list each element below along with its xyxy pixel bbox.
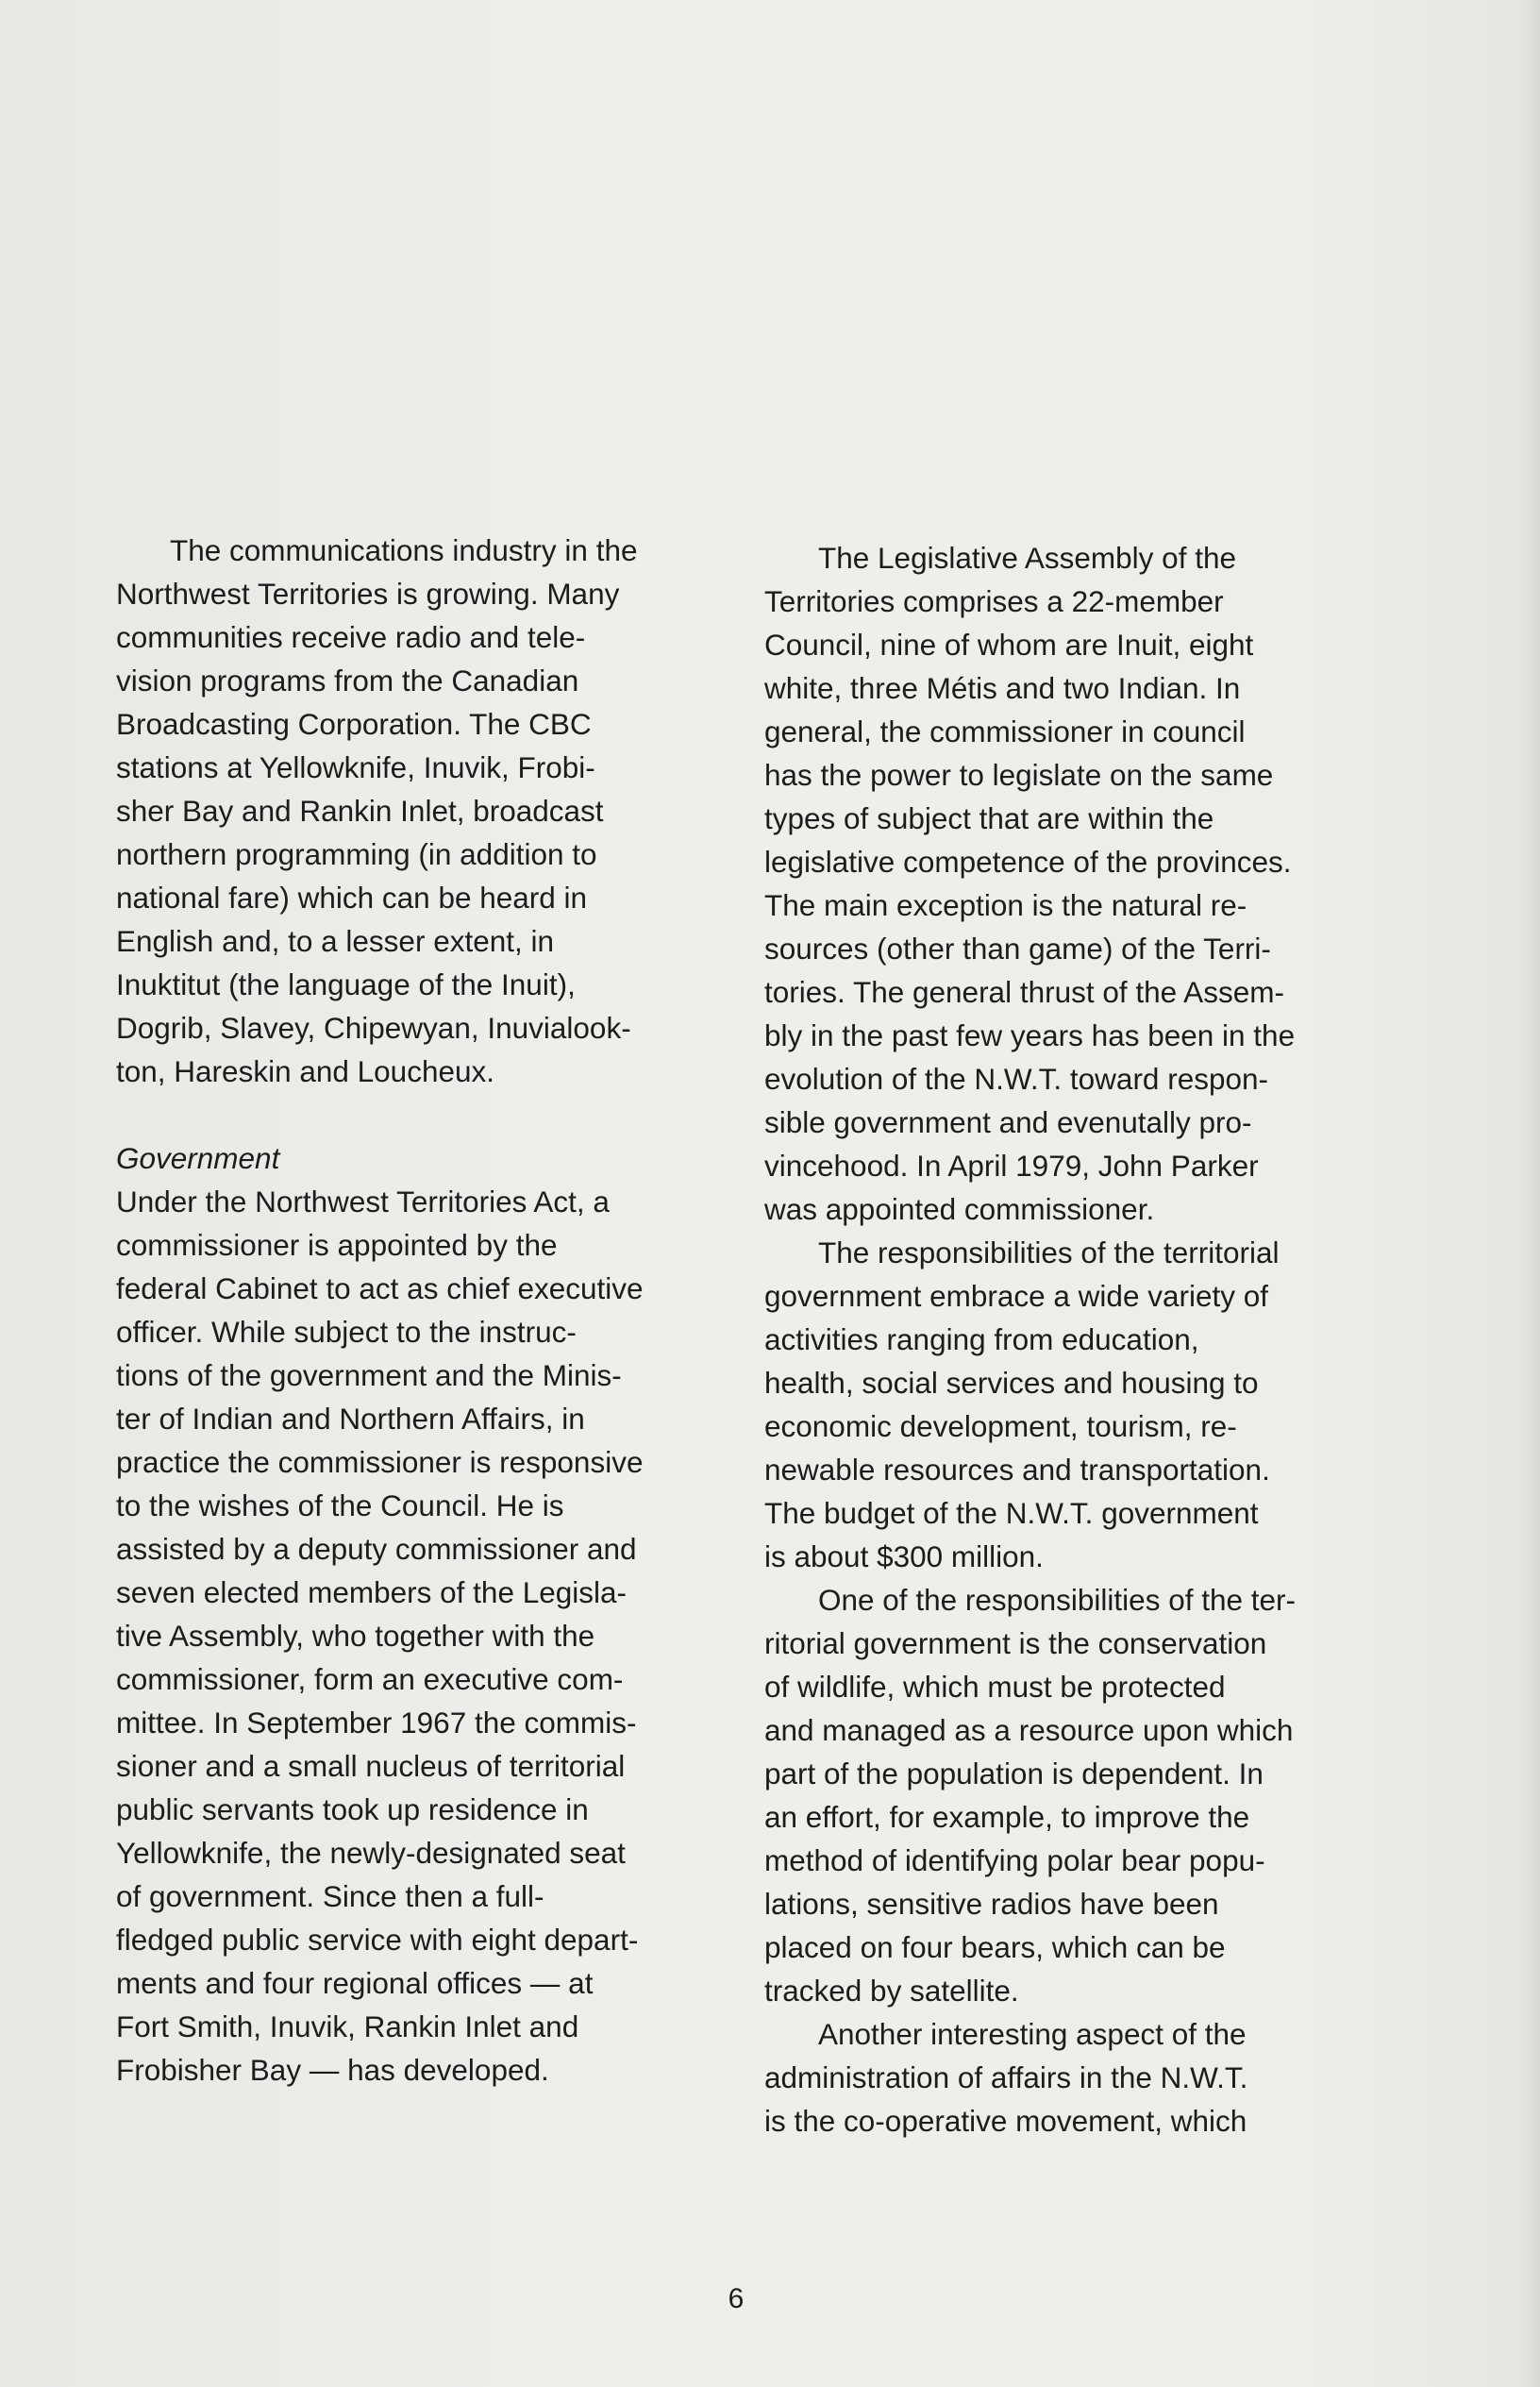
text-line: activities ranging from education,	[764, 1322, 1199, 1356]
text-line: Territories comprises a 22-member	[764, 584, 1224, 618]
text-line: sible government and evenutally pro-	[764, 1105, 1252, 1139]
text-line: The communications industry in the	[170, 533, 638, 567]
text-line: tive Assembly, who together with the	[116, 1619, 595, 1653]
paragraph-gap	[116, 1093, 734, 1136]
paragraph-communications	[116, 529, 734, 1093]
text-line: federal Cabinet to act as chief executive	[116, 1271, 644, 1305]
text-line: ter of Indian and Northern Affairs, in	[116, 1402, 585, 1436]
text-line: The main exception is the natural re-	[764, 888, 1247, 922]
text-line: of government. Since then a full-	[116, 1879, 544, 1913]
text-line: an effort, for example, to improve the	[764, 1800, 1250, 1834]
page-number: 6	[728, 2283, 745, 2314]
text-line: newable resources and transportation.	[764, 1453, 1270, 1487]
text-line: tracked by satellite.	[764, 1974, 1019, 2008]
text-line: evolution of the N.W.T. toward respon-	[764, 1062, 1269, 1096]
text-line: seven elected members of the Legisla-	[116, 1575, 628, 1609]
text-line: to the wishes of the Council. He is	[116, 1488, 564, 1522]
text-line: Another interesting aspect of the	[818, 2017, 1247, 2051]
text-line: and managed as a resource upon which	[764, 1713, 1294, 1747]
text-line: sources (other than game) of the Terri-	[764, 932, 1271, 966]
left-column	[116, 529, 734, 2092]
text-line: Inuktitut (the language of the Inuit),	[116, 967, 576, 1001]
text-line: ments and four regional offices — at	[116, 1966, 594, 2000]
text-line: English and, to a lesser extent, in	[116, 924, 555, 958]
text-line: method of identifying polar bear popu-	[764, 1843, 1265, 1877]
text-line: sher Bay and Rankin Inlet, broadcast	[116, 794, 604, 828]
text-line: general, the commissioner in council	[764, 714, 1246, 748]
paragraph-legislative-assembly	[764, 536, 1397, 1231]
text-line: tions of the government and the Minis-	[116, 1358, 622, 1392]
text-line: was appointed commissioner.	[764, 1192, 1155, 1226]
text-line: Yellowknife, the newly-designated seat	[116, 1836, 626, 1870]
text-line: economic development, tourism, re-	[764, 1409, 1237, 1443]
text-line: tories. The general thrust of the Assem-	[764, 975, 1284, 1009]
text-line: Broadcasting Corporation. The CBC	[116, 707, 592, 741]
text-line: communities receive radio and tele-	[116, 620, 586, 654]
text-line: government embrace a wide variety of	[764, 1279, 1269, 1313]
text-line: ton, Hareskin and Loucheux.	[116, 1054, 495, 1088]
page-edge-shadow	[1519, 0, 1540, 2387]
text-line: health, social services and housing to	[764, 1366, 1259, 1400]
paragraph-responsibilities	[764, 1231, 1397, 1578]
text-line: ritorial government is the conservation	[764, 1626, 1267, 1660]
section-heading-government: Government	[116, 1141, 280, 1175]
text-line: types of subject that are within the	[764, 801, 1214, 835]
text-line: Council, nine of whom are Inuit, eight	[764, 628, 1254, 662]
text-line: is about $300 million.	[764, 1539, 1044, 1573]
text-line: Fort Smith, Inuvik, Rankin Inlet and	[116, 2009, 579, 2043]
right-column	[764, 536, 1397, 2143]
paragraph-wildlife	[764, 1578, 1397, 2012]
text-line: The Legislative Assembly of the	[818, 541, 1236, 575]
text-line: Under the Northwest Territories Act, a	[116, 1185, 610, 1219]
text-line: stations at Yellowknife, Inuvik, Frobi-	[116, 750, 595, 784]
text-line: is the co-operative movement, which	[764, 2104, 1247, 2138]
text-line: has the power to legislate on the same	[764, 758, 1274, 792]
text-line: placed on four bears, which can be	[764, 1930, 1226, 1964]
text-line: public servants took up residence in	[116, 1792, 589, 1826]
text-line: white, three Métis and two Indian. In	[764, 671, 1241, 705]
text-line: legislative competence of the provinces.	[764, 845, 1292, 879]
text-line: practice the commissioner is responsive	[116, 1445, 644, 1479]
text-line: The budget of the N.W.T. government	[764, 1496, 1259, 1530]
text-line: vincehood. In April 1979, John Parker	[764, 1149, 1259, 1183]
text-line: The responsibilities of the territorial	[818, 1236, 1280, 1269]
text-line: One of the responsibilities of the ter-	[818, 1583, 1297, 1617]
text-line: commissioner, form an executive com-	[116, 1662, 624, 1696]
paragraph-government	[116, 1180, 734, 2092]
text-line: assisted by a deputy commissioner and	[116, 1532, 637, 1566]
text-line: of wildlife, which must be protected	[764, 1670, 1226, 1704]
text-line: northern programming (in addition to	[116, 837, 597, 871]
text-line: fledged public service with eight depart-	[116, 1923, 639, 1957]
text-line: Dogrib, Slavey, Chipewyan, Inuvialook-	[116, 1011, 631, 1045]
text-line: mittee. In September 1967 the commis-	[116, 1706, 637, 1740]
text-line: Northwest Territories is growing. Many	[116, 577, 620, 611]
text-line: bly in the past few years has been in the	[764, 1018, 1296, 1052]
text-line: vision programs from the Canadian	[116, 664, 579, 698]
text-line: lations, sensitive radios have been	[764, 1887, 1219, 1921]
text-line: sioner and a small nucleus of territorial	[116, 1749, 626, 1783]
text-line: officer. While subject to the instruc-	[116, 1315, 577, 1349]
text-line: part of the population is dependent. In	[764, 1757, 1264, 1790]
text-line: administration of affairs in the N.W.T.	[764, 2060, 1248, 2094]
text-line: commissioner is appointed by the	[116, 1228, 558, 1262]
text-line: Frobisher Bay — has developed.	[116, 2053, 549, 2087]
text-line: national fare) which can be heard in	[116, 881, 588, 915]
paragraph-co-operative	[764, 2012, 1397, 2143]
